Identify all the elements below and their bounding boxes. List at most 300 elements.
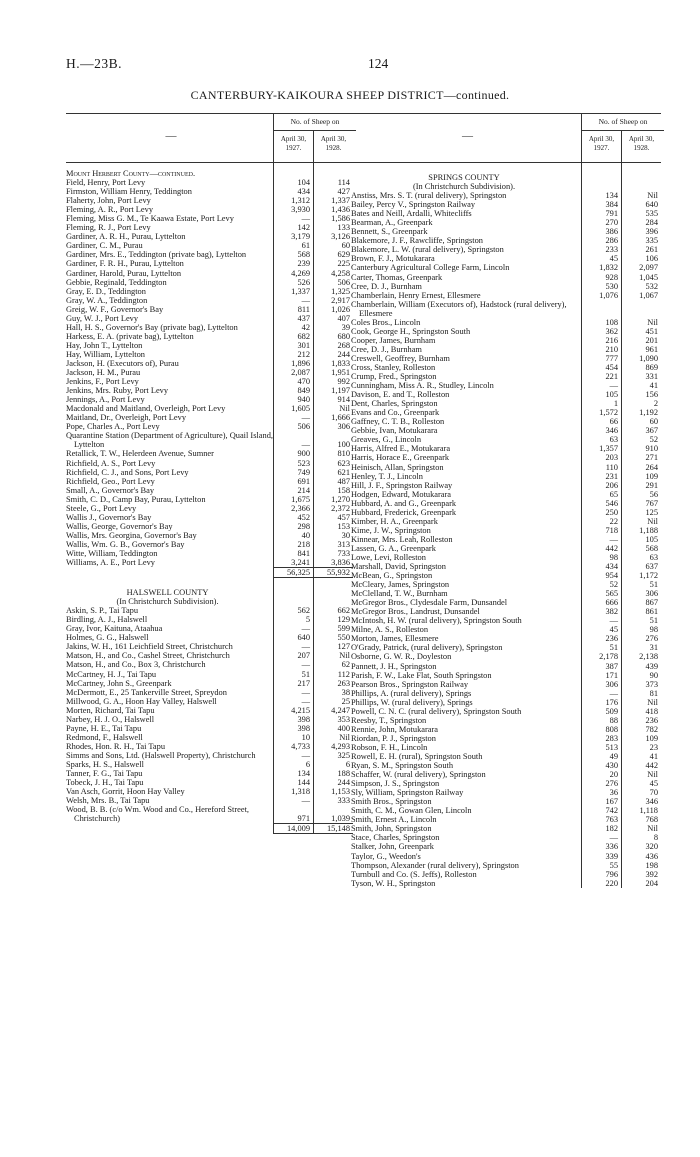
owner-name: Greig, W. F., Governor's Bay — [66, 304, 164, 314]
sheep-1927: 1 — [613, 399, 618, 409]
owner-name: Witte, William, Teddington — [66, 548, 158, 558]
table-row — [66, 715, 353, 724]
table-row — [351, 399, 661, 408]
owner-name: Blakemore, J. F., Rawcliffe, Springston — [351, 236, 483, 246]
owner-name: Wallis, George, Governor's Bay — [66, 521, 173, 531]
sheep-1927: 640 — [297, 633, 310, 643]
table-row — [66, 642, 353, 651]
table-row — [351, 680, 661, 689]
owner-name: Small, A., Governor's Bay — [66, 485, 155, 495]
table-row — [66, 706, 353, 715]
sheep-1927: 108 — [605, 317, 618, 327]
sheep-1928: Nil — [647, 191, 658, 201]
owner-name: Wallis, Mrs. Georgina, Governor's Bay — [66, 530, 197, 540]
sheep-1928: 353 — [337, 714, 350, 724]
table-row — [351, 390, 661, 399]
owner-name: Heinisch, Allan, Springston — [351, 462, 444, 472]
sheep-1927: 398 — [297, 723, 310, 733]
owner-name: Hubbard, Frederick, Greenpark — [351, 507, 457, 517]
sheep-1927: 718 — [605, 525, 618, 535]
sheep-1928: 1,067 — [639, 290, 658, 300]
owner-name: Blakemore, L. W. (rural delivery), Springston — [351, 245, 504, 255]
year-1927-header: April 30, 1927. — [273, 131, 313, 162]
sheep-1928: 271 — [645, 453, 658, 463]
owner-name: Kime, J. W., Springston — [351, 525, 431, 535]
owner-name: Firmston, William Henry, Teddington — [66, 187, 192, 197]
sheep-1928: 4,247 — [331, 705, 350, 715]
sheep-1927: 217 — [297, 678, 310, 688]
owner-name: Retallick, T. W., Helerdeen Avenue, Sumner — [66, 449, 214, 459]
sheep-1928: 1,586 — [331, 214, 350, 224]
owner-name: Van Asch, Gorrit, Hoon Hay Valley — [66, 787, 185, 797]
sheep-1927: 283 — [605, 733, 618, 743]
sheep-1928: 535 — [645, 209, 658, 219]
sheep-1927: 900 — [297, 449, 310, 459]
owner-name: Tanner, F. G., Tai Tapu — [66, 769, 143, 779]
owner-name: Field, Henry, Port Levy — [66, 178, 146, 188]
owner-name: Jenkins, Mrs. Ruby, Port Levy — [66, 386, 169, 396]
sheep-1928: 70 — [649, 788, 658, 798]
table-row — [351, 598, 661, 607]
owner-name: Canterbury Agricultural College Farm, Lincoln — [351, 263, 510, 273]
sheep-1928: Nil — [647, 516, 658, 526]
sheep-1928: 439 — [645, 661, 658, 671]
table-row — [66, 769, 353, 778]
table-row — [351, 861, 661, 870]
table-row — [66, 606, 353, 615]
sheep-1927: 777 — [605, 353, 618, 363]
sheep-1928: 869 — [645, 362, 658, 372]
table-row — [66, 404, 353, 413]
sheep-1927: 437 — [297, 313, 310, 323]
owner-name: Morten, Richard, Tai Tapu — [66, 705, 155, 715]
table-row — [66, 205, 353, 214]
sheep-1928: 313 — [337, 539, 350, 549]
page-title: CANTERBURY-KAIKOURA SHEEP DISTRICT—continued. — [190, 88, 510, 102]
table-row — [351, 589, 661, 598]
sheep-count-header: No. of Sheep on — [273, 114, 356, 131]
sheep-1928: 1,833 — [331, 358, 350, 368]
sheep-1927: 134 — [605, 191, 618, 201]
column-header — [66, 113, 353, 163]
table-row — [66, 615, 353, 624]
table-row — [351, 273, 661, 282]
owner-name: Powell, C. N. C. (rural delivery), Springston South — [351, 706, 522, 716]
sheep-1927: 42 — [301, 322, 310, 332]
sheep-1928: 810 — [337, 449, 350, 459]
sheep-1927: 218 — [297, 539, 310, 549]
owner-name: Gardiner, A. R. H., Purau, Lyttelton — [66, 232, 186, 242]
sheep-1928: 90 — [649, 670, 658, 680]
owner-name: McGregor Bros., Landrust, Dunsandel — [351, 607, 480, 617]
sheep-1928: 1,188 — [639, 525, 658, 535]
owner-name: Ryan, S. M., Springston South — [351, 761, 454, 771]
sheep-1927: — — [301, 624, 310, 634]
sheep-1927: 236 — [605, 634, 618, 644]
owner-name: Anstiss, Mrs. S. T. (rural delivery), Springston — [351, 191, 507, 201]
sheep-1927: 2,178 — [599, 652, 618, 662]
table-row — [351, 381, 661, 390]
table-row — [66, 413, 353, 422]
sheep-1928: 1,337 — [331, 196, 350, 206]
owner-name: McDermott, E., 25 Tankerville Street, Spreydon — [66, 687, 227, 697]
sheep-1928: 767 — [645, 498, 658, 508]
sheep-1927: 51 — [609, 643, 618, 653]
table-row — [66, 486, 353, 495]
sheep-1927: 382 — [605, 607, 618, 617]
sheep-1928: 914 — [337, 395, 350, 405]
table-row — [351, 282, 661, 291]
sheep-1927: 2,366 — [291, 503, 310, 513]
sheep-1927: 207 — [297, 651, 310, 661]
owner-name: Hubbard, A. and G., Greenpark — [351, 498, 457, 508]
sheep-1927: 210 — [605, 344, 618, 354]
sheep-1927: — — [301, 696, 310, 706]
table-row — [351, 571, 661, 580]
owner-name: O'Grady, Patrick, (rural delivery), Springston — [351, 643, 503, 653]
sheep-1927: 214 — [297, 485, 310, 495]
sheep-1928: 25 — [341, 696, 350, 706]
sheep-1928: 1,026 — [331, 304, 350, 314]
table-row — [351, 662, 661, 671]
sheep-1928: 867 — [645, 598, 658, 608]
owner-name: Gardiner, Harold, Purau, Lyttelton — [66, 268, 182, 278]
owner-name: Jennings, A., Port Levy — [66, 395, 145, 405]
sheep-1927: 454 — [605, 362, 618, 372]
sheep-1928: 961 — [645, 344, 658, 354]
sheep-1927: 286 — [605, 236, 618, 246]
owner-name: McGregor Bros., Clydesdale Farm, Dunsandel — [351, 598, 508, 608]
sheep-1927: 171 — [605, 670, 618, 680]
owner-name: Bearman, A., Greenpark — [351, 218, 433, 228]
table-row — [351, 300, 661, 318]
sheep-1927: 940 — [297, 395, 310, 405]
total-1927: 56,325 — [273, 567, 313, 578]
sheep-1928: 333 — [337, 796, 350, 806]
table-row — [66, 368, 353, 377]
sheep-1927: 88 — [609, 715, 618, 725]
year-1928-header: April 30, 1928. — [313, 131, 353, 162]
sheep-1928: 244 — [337, 778, 350, 788]
year-1927-header: April 30, 1927. — [581, 131, 621, 162]
sheep-1927: 176 — [605, 697, 618, 707]
owner-name: Williams, A. E., Port Levy — [66, 558, 155, 568]
owner-name: Kinnear, Mrs. Leah, Rolleston — [351, 534, 453, 544]
table-row — [66, 350, 353, 359]
sheep-1928: 306 — [337, 422, 350, 432]
table-row — [351, 472, 661, 481]
sheep-1927: 384 — [605, 200, 618, 210]
sheep-1928: 367 — [645, 426, 658, 436]
owner-name: Robson, F. H., Lincoln — [351, 742, 428, 752]
sheep-1928: 1,039 — [331, 814, 350, 824]
owner-name: Hay, William, Lyttelton — [66, 349, 145, 359]
column-header — [351, 113, 661, 163]
owner-name: Parish, F. W., Lake Flat, South Springston — [351, 670, 492, 680]
sheep-1928: 201 — [645, 335, 658, 345]
sheep-1927: 808 — [605, 724, 618, 734]
owner-name: Pearson Bros., Springston Railway — [351, 679, 469, 689]
table-row — [351, 490, 661, 499]
table-row — [351, 580, 661, 589]
table-rows — [351, 163, 661, 888]
section-heading: (In Christchurch Subdivision). — [412, 182, 516, 192]
owner-name: Crump, Fred., Springston — [351, 372, 437, 382]
owner-name: Maitland, Dr., Overleigh, Port Levy — [66, 413, 187, 423]
owner-name: Bailey, Percy V., Springston Railway — [351, 200, 476, 210]
sheep-1927: 63 — [609, 435, 618, 445]
sheep-1927: 2,087 — [291, 368, 310, 378]
sheep-1928: 346 — [645, 797, 658, 807]
sheep-1928: 306 — [645, 589, 658, 599]
sheep-1928: 244 — [337, 349, 350, 359]
sheep-1928: 204 — [645, 878, 658, 888]
table-row — [66, 751, 353, 760]
table-row — [66, 377, 353, 386]
sheep-1927: 796 — [605, 869, 618, 879]
owner-name: Rowell, E. H. (rural), Springston South — [351, 752, 483, 761]
sheep-1928: 400 — [337, 723, 350, 733]
sheep-1928: 31 — [649, 643, 658, 653]
table-row — [351, 879, 661, 888]
sheep-1927: 1,896 — [291, 358, 310, 368]
sheep-1927: 216 — [605, 335, 618, 345]
sheep-1927: 546 — [605, 498, 618, 508]
sheep-1927: 167 — [605, 797, 618, 807]
column-rule — [273, 163, 274, 834]
table-row — [66, 386, 353, 395]
sheep-1928: 62 — [341, 660, 350, 670]
table-row — [351, 363, 661, 372]
owner-name: Hodgen, Edward, Motukarara — [351, 489, 452, 499]
sheep-1928: 41 — [649, 752, 658, 761]
sheep-1927: 1,318 — [291, 787, 310, 797]
sheep-1928: 198 — [645, 860, 658, 870]
owner-name: Cooper, James, Burnham — [351, 335, 436, 345]
sheep-1927: 40 — [301, 530, 310, 540]
table-row — [66, 760, 353, 769]
owner-name: Harris, Alfred E., Motukarara — [351, 444, 451, 454]
owner-name: Cook, George H., Springston South — [351, 326, 471, 336]
sheep-1927: 526 — [297, 277, 310, 287]
owner-name: Cross, Stanley, Rolleston — [351, 362, 436, 372]
owner-name: Chamberlain, Henry Ernest, Ellesmere — [351, 290, 481, 300]
sheep-1927: 386 — [605, 227, 618, 237]
sheep-1928: 568 — [645, 543, 658, 553]
sheep-1928: 396 — [645, 227, 658, 237]
sheep-1927: 49 — [609, 752, 618, 761]
sheep-1928: 442 — [645, 761, 658, 771]
table-row — [66, 697, 353, 706]
owner-name: Quarantine Station (Department of Agriculture), Quail Island, Lyttelton — [66, 431, 273, 450]
table-row — [351, 634, 661, 643]
table-row — [351, 689, 661, 698]
table-row — [351, 743, 661, 752]
sheep-1927: 691 — [297, 476, 310, 486]
owner-name: Hall, H. S., Governor's Bay (private bag), Lyttelton — [66, 322, 238, 332]
sheep-1928: 768 — [645, 815, 658, 825]
sheep-1927: 221 — [605, 372, 618, 382]
owner-name: Tobeck, J. H., Tai Tapu — [66, 778, 144, 788]
table-rows — [66, 163, 353, 834]
owner-name: Smith Bros., Springston — [351, 797, 432, 807]
owner-name: Morton, James, Ellesmere — [351, 634, 439, 644]
sheep-1927: 270 — [605, 218, 618, 228]
table-row — [66, 558, 353, 567]
table-row — [66, 459, 353, 468]
sheep-1927: 98 — [609, 552, 618, 562]
sheep-1928: 457 — [337, 512, 350, 522]
table-row — [351, 652, 661, 661]
owner-name: Gray, E. D., Teddington — [66, 286, 146, 296]
section-heading: SPRINGS COUNTY — [428, 173, 500, 182]
sheep-1928: 268 — [337, 340, 350, 350]
sheep-1927: 206 — [605, 480, 618, 490]
table-row — [66, 214, 353, 223]
owner-name: McCartney, John S., Greenpark — [66, 678, 172, 688]
owner-name: Wood, B. B. (c/o Wm. Wood and Co., Hereford Street, Christchurch) — [66, 805, 250, 824]
total-1928: 15,148 — [313, 823, 353, 834]
table-row — [66, 278, 353, 287]
table-row — [66, 660, 353, 669]
table-row — [66, 332, 353, 341]
table-row — [351, 499, 661, 508]
table-row — [351, 752, 661, 761]
sheep-1928: 264 — [645, 462, 658, 472]
sheep-1927: 530 — [605, 281, 618, 291]
owner-name: Greaves, G., Lincoln — [351, 435, 422, 445]
owner-name: Sparks, H. S., Halswell — [66, 760, 144, 769]
sheep-1928: 225 — [337, 259, 350, 269]
table-row — [351, 842, 661, 851]
sheep-1927: 231 — [605, 471, 618, 481]
sheep-1928: 506 — [337, 277, 350, 287]
section-spacer — [351, 163, 661, 173]
sheep-1927: — — [301, 642, 310, 652]
owner-name: Guy, W. J., Port Levy — [66, 313, 139, 323]
table-row — [351, 336, 661, 345]
table-row — [66, 232, 353, 241]
table-row — [66, 724, 353, 733]
sheep-1927: 791 — [605, 209, 618, 219]
sheep-1928: 188 — [337, 769, 350, 779]
sheep-1928: Nil — [647, 824, 658, 834]
owner-name: Gray, W. A., Teddington — [66, 295, 148, 305]
section-heading: (In Christchurch Subdivision). — [116, 597, 219, 607]
sheep-1927: — — [301, 796, 310, 806]
sheep-1928: 992 — [337, 377, 350, 387]
sheep-1927: 811 — [297, 304, 310, 314]
table-row — [66, 395, 353, 404]
table-row — [66, 679, 353, 688]
sheep-1928: Nil — [647, 770, 658, 780]
table-row — [66, 796, 353, 805]
table-row — [66, 223, 353, 232]
sheep-1928: 45 — [649, 779, 658, 789]
table-row — [66, 688, 353, 697]
column-rule — [581, 163, 582, 888]
sheep-1927: — — [609, 381, 618, 391]
sheep-1928: 331 — [645, 372, 658, 382]
owner-name: Matson, H., and Co., Cashel Street, Christchurch — [66, 651, 230, 661]
owner-name: Phillips, A. (rural delivery), Springs — [351, 688, 472, 698]
sheep-1928: 621 — [337, 467, 350, 477]
sheep-1927: 105 — [605, 390, 618, 400]
owner-name: Matson, H., and Co., Box 3, Christchurch — [66, 660, 206, 670]
sheep-1928: 276 — [645, 634, 658, 644]
sheep-1927: 430 — [605, 761, 618, 771]
sheep-1928: 1,045 — [639, 272, 658, 282]
sheep-1927: 336 — [605, 842, 618, 852]
sheep-1928: 733 — [337, 548, 350, 558]
table-row — [351, 444, 661, 453]
table-row — [351, 453, 661, 462]
owner-name: Creswell, Geoffrey, Burnham — [351, 353, 450, 363]
sheep-1927: 61 — [301, 241, 310, 251]
sheep-1927: 666 — [605, 598, 618, 608]
table-row — [351, 725, 661, 734]
sheep-1928: 1,197 — [331, 386, 350, 396]
sheep-1928: 106 — [645, 254, 658, 264]
table-row — [351, 327, 661, 336]
sheep-1928: 629 — [337, 250, 350, 260]
sheep-1928: 407 — [337, 313, 350, 323]
sheep-1928: 436 — [645, 851, 658, 861]
table-row — [66, 733, 353, 742]
sheep-1927: 1,076 — [599, 290, 618, 300]
sheep-1928: 100 — [337, 440, 350, 450]
owner-name: Chamberlain, William (Executors of), Hadstock (rural delivery), Ellesmere — [351, 299, 567, 318]
table-row — [66, 531, 353, 540]
sheep-1928: 109 — [645, 471, 658, 481]
owner-name: Taylor, G., Weedon's — [351, 851, 421, 861]
owner-name: Lowe, Levi, Rolleston — [351, 552, 426, 562]
sheep-1927: 144 — [297, 778, 310, 788]
owner-name: Wallis J., Governor's Bay — [66, 512, 152, 522]
sheep-1927: 3,179 — [291, 232, 310, 242]
sheep-1927: — — [301, 687, 310, 697]
sheep-1927: 239 — [297, 259, 310, 269]
table-row — [351, 254, 661, 263]
sheep-1927: 346 — [605, 426, 618, 436]
sheep-1927: 562 — [297, 606, 310, 616]
owner-name: Riordan, P. J., Springston — [351, 733, 436, 743]
owner-name: Redmond, F., Halswell — [66, 732, 143, 742]
owner-name: Gebbie, Ivan, Motukarara — [351, 426, 438, 436]
sheep-1927: 339 — [605, 851, 618, 861]
owner-name: Pope, Charles A., Port Levy — [66, 422, 160, 432]
sheep-1927: — — [301, 750, 310, 760]
table-row — [351, 218, 661, 227]
owner-name: Milne, A. S., Rolleston — [351, 625, 429, 635]
sheep-1927: 1,832 — [599, 263, 618, 273]
table-row — [66, 449, 353, 458]
total-1927: 14,009 — [273, 823, 313, 834]
sheep-1928: 81 — [649, 688, 658, 698]
table-row — [351, 372, 661, 381]
table-row — [351, 526, 661, 535]
sheep-1928: 109 — [645, 733, 658, 743]
section-spacer — [66, 578, 353, 588]
table-row — [66, 250, 353, 259]
sheep-1927: 362 — [605, 326, 618, 336]
sheep-1927: 250 — [605, 507, 618, 517]
sheep-1928: 156 — [645, 390, 658, 400]
owner-name: Gardiner, F. R. H., Purau, Lyttelton — [66, 259, 184, 269]
sheep-1928: 910 — [645, 444, 658, 454]
owner-name: Bates and Neill, Ardalli, Whitecliffs — [351, 209, 472, 219]
table-row — [351, 508, 661, 517]
